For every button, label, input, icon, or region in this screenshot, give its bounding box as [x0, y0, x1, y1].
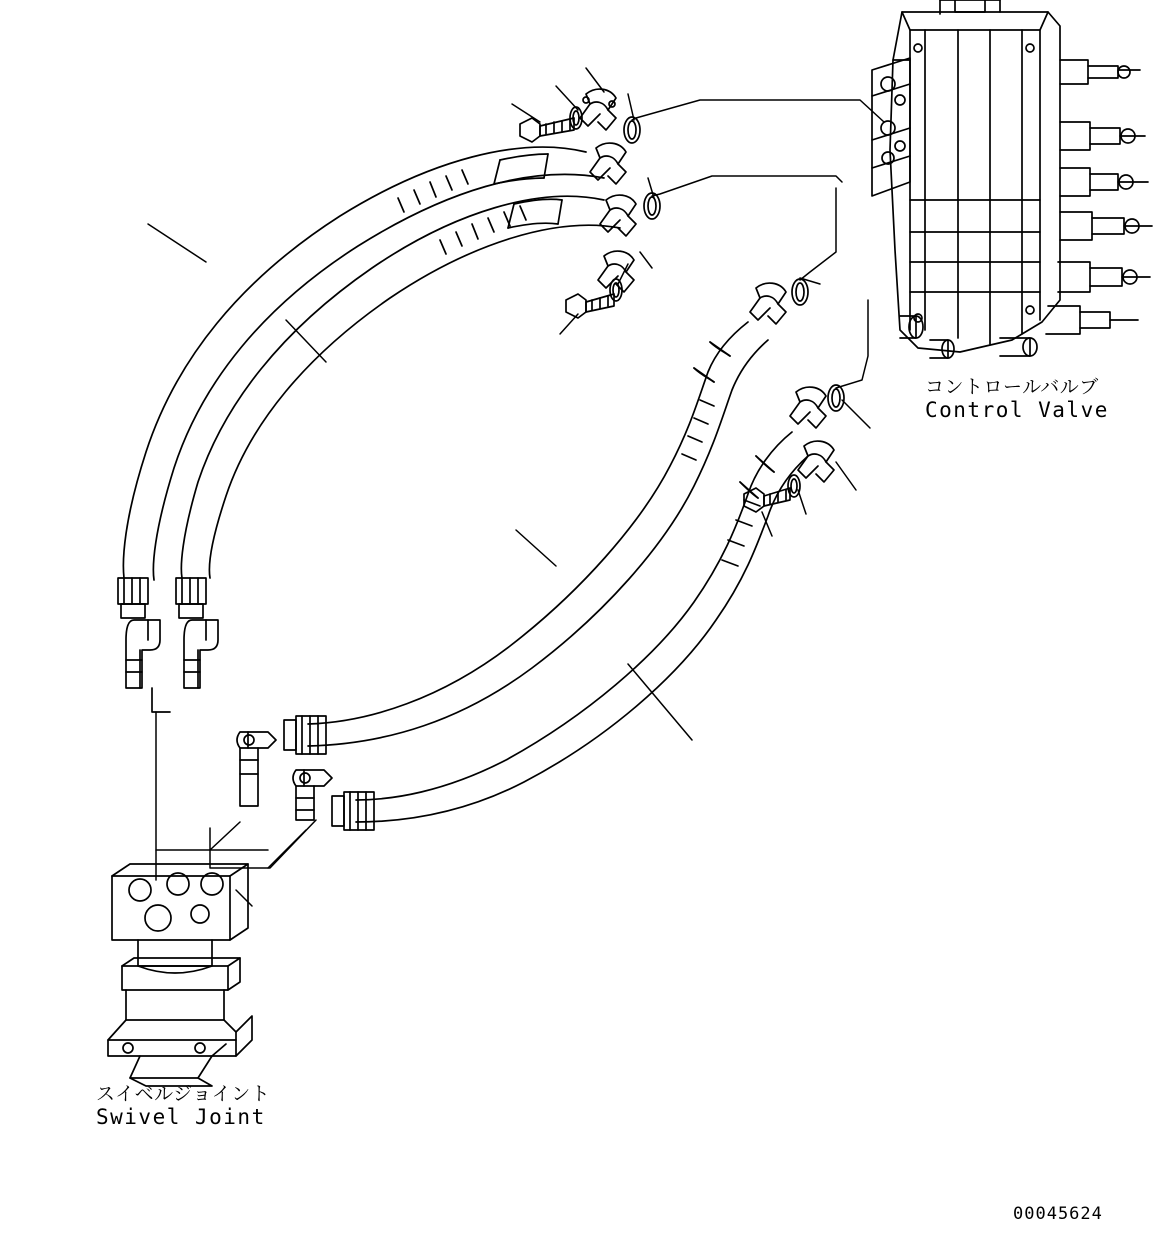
bolt-2 — [566, 294, 614, 318]
control-valve-assembly — [872, 0, 1152, 358]
o-ring-3 — [792, 279, 808, 305]
o-ring-1 — [624, 117, 640, 143]
split-flange-clamp-7 — [798, 441, 834, 482]
o-ring-2 — [644, 193, 660, 219]
split-flange-clamp-3 — [600, 195, 636, 236]
swivel-joint-label-jp: スイベルジョイント — [96, 1083, 271, 1105]
o-ring-4 — [828, 385, 844, 411]
split-flange-clamp-2 — [590, 143, 626, 184]
control-valve-label-jp: コントロールバルブ — [925, 376, 1099, 398]
elbow-fitting-1 — [126, 620, 170, 712]
washer-3 — [788, 475, 800, 497]
elbow-fitting-3 — [237, 732, 276, 806]
swivel-joint-assembly — [108, 864, 252, 1086]
swivel-joint-callout — [96, 1083, 270, 1130]
split-flange-clamp-1 — [580, 89, 616, 130]
swivel-joint-label-en: Swivel Joint — [96, 1105, 266, 1130]
drawing-number: 00045624 — [1013, 1204, 1103, 1224]
control-valve-callout — [925, 376, 1109, 423]
split-flange-clamp-4 — [598, 251, 634, 292]
bolt-1 — [520, 118, 574, 142]
hydraulic-hose-1 — [118, 147, 604, 618]
split-flange-clamp-5 — [750, 283, 786, 324]
elbow-fitting-2 — [184, 620, 218, 688]
hydraulic-hose-2 — [176, 196, 620, 618]
split-flange-clamp-6 — [790, 387, 826, 428]
hydraulic-hose-4 — [332, 432, 808, 830]
control-valve-label-en: Control Valve — [925, 398, 1109, 423]
elbow-fitting-4 — [293, 770, 332, 820]
washer-2 — [610, 279, 622, 301]
